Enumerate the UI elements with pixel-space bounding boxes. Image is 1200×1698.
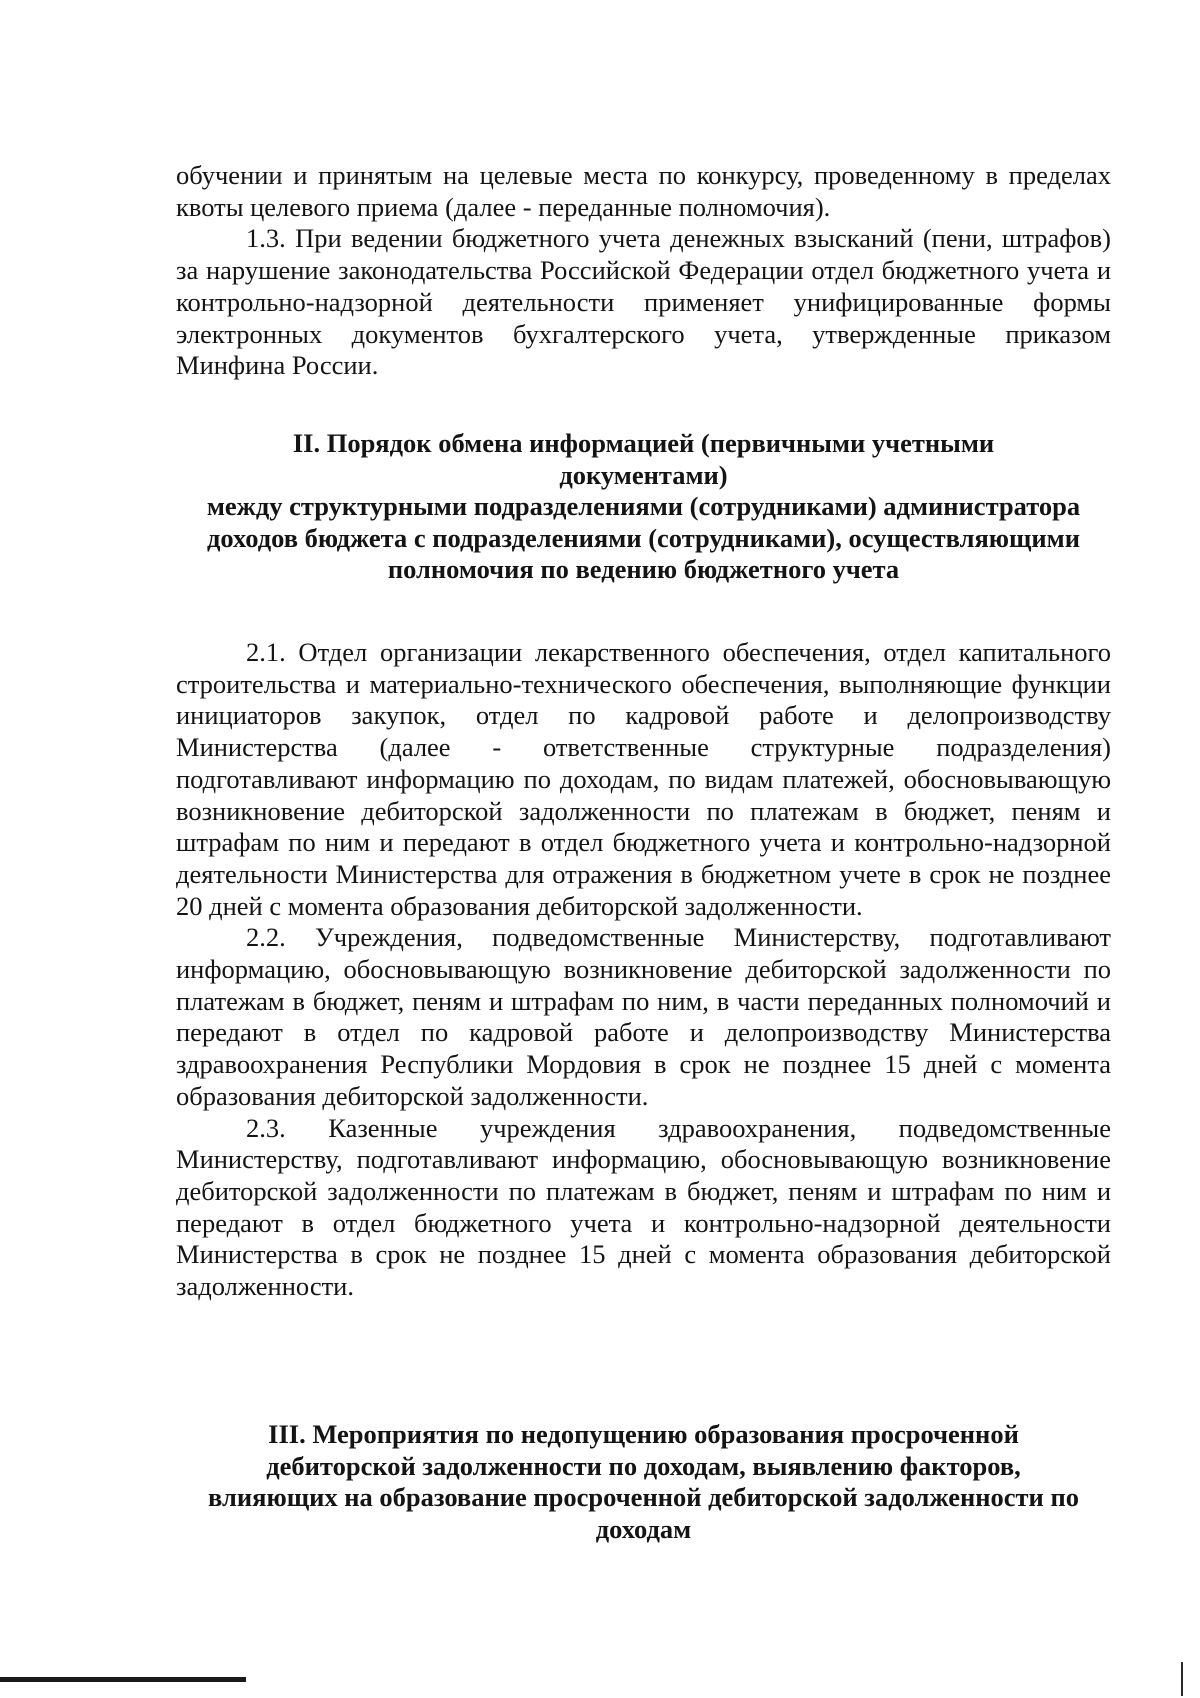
section-3-heading-line: дебиторской задолженности по доходам, выявлению факторов,: [266, 1450, 1021, 1481]
section-3-heading-line: доходам: [595, 1513, 692, 1544]
section-3-heading-line: III. Мероприятия по недопущению образования просроченной: [268, 1419, 1019, 1449]
section-2-text: [176, 637, 1111, 1303]
footnote-separator-line: [0, 1677, 246, 1682]
item-2-1-paragraph: 2.1. Отдел организации лекарственного обеспечения, отдел капитального строительства и материально-технического обеспечения, выполняющие функции инициаторов закупок, отдел по кадровой работе и делопроизводству Министерства (далее - ответственные структурные подразделения) подготавливают информацию по доходам, по видам платежей, обосновывающую возникновение дебиторской задолженности по платежам в бюджет, пеням и штрафам по ним и передают в отдел бюджетного учета и контрольно-надзорной деятельности Министерства для отражения в бюджетном учете в срок не позднее 20 дней с момента образования дебиторской задолженности.: [176, 637, 1111, 921]
section-2-heading-line: между структурными подразделениями (сотрудниками) администратора: [206, 491, 1081, 521]
section-2-heading-line: полномочия по ведению бюджетного учета: [387, 554, 900, 584]
scan-edge-mark: [1181, 1662, 1183, 1696]
section-2-heading-line: II. Порядок обмена информацией (первичными учетными: [292, 428, 995, 458]
intro-continuation-paragraph: обучении и принятым на целевые места по конкурсу, проведенному в пределах квоты целевого приема (далее - переданные полномочия).: [176, 160, 1111, 222]
section-3-heading-line: влияющих на образование просроченной дебиторской задолженности по: [208, 1482, 1079, 1512]
section-2-heading: [176, 428, 1111, 586]
section-3-heading: [176, 1419, 1111, 1545]
section-2-heading-line: доходов бюджета с подразделениями (сотрудниками), осуществляющими: [207, 522, 1080, 553]
intro-text: [176, 160, 1111, 382]
item-2-2-paragraph: 2.2. Учреждения, подведомственные Министерству, подготавливают информацию, обосновывающую возникновение дебиторской задолженности по платежам в бюджет, пеням и штрафам по ним, в части переданных полномочий и передают в отдел по кадровой работе и делопроизводству Министерства здравоохранения Республики Мордовия в срок не позднее 15 дней с момента образования дебиторской задолженности.: [176, 922, 1111, 1111]
item-2-3-paragraph: 2.3. Казенные учреждения здравоохранения, подведомственные Министерству, подготавливают информацию, обосновывающую возникновение дебиторской задолженности по платежам в бюджет, пеням и штрафам по ним и передают в отдел бюджетного учета и контрольно-надзорной деятельности Министерства в срок не позднее 15 дней с момента образования дебиторской задолженности.: [176, 1112, 1111, 1302]
item-1-3-paragraph: 1.3. При ведении бюджетного учета денежных взысканий (пени, штрафов) за нарушение законодательства Российской Федерации отдел бюджетного учета и контрольно-надзорной деятельности применяет унифицированные формы электронных документов бухгалтерского учета, утвержденные приказом Минфина России.: [176, 223, 1111, 381]
section-2-heading-line: документами): [559, 459, 728, 490]
